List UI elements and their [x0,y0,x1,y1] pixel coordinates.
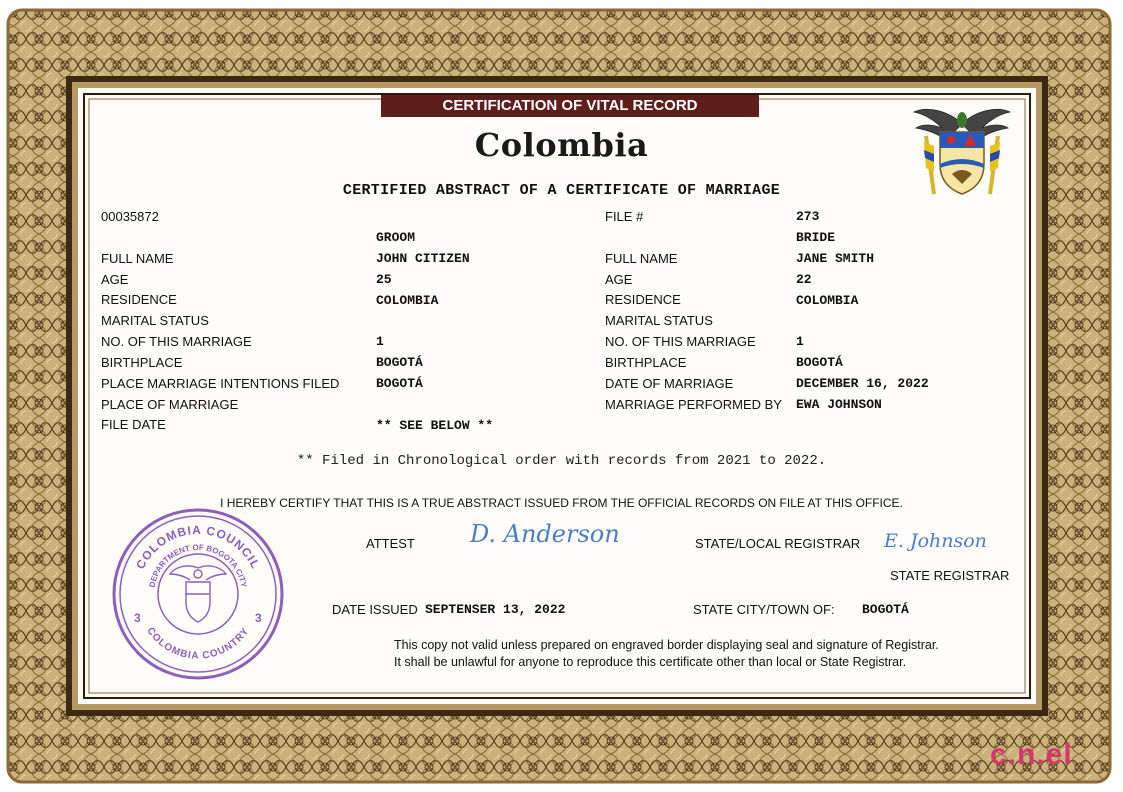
date-issued-label: DATE ISSUED [332,602,418,617]
groom-field-value: JOHN CITIZEN [376,251,470,266]
groom-field-label: AGE [101,272,129,287]
certification-statement: I HEREBY CERTIFY THAT THIS IS A TRUE ABSTRACT ISSUED FROM THE OFFICIAL RECORDS ON FILE AT THIS OFFICE. [220,496,903,510]
bride-field-label: FULL NAME [605,251,678,266]
bride-field-value: COLOMBIA [796,293,859,308]
groom-field-label: FULL NAME [101,251,174,266]
bride-field-label: MARRIAGE PERFORMED BY [605,397,782,412]
bride-field-label: MARITAL STATUS [605,313,713,328]
bride-field-label: NO. OF THIS MARRIAGE [605,334,756,349]
file-number-label: FILE # [605,209,644,224]
bride-field-label: DATE OF MARRIAGE [605,376,734,391]
official-seal [110,506,286,682]
bride-field-value: JANE SMITH [796,251,875,266]
bride-field-value: EWA JOHNSON [796,397,882,412]
groom-field-label: FILE DATE [101,417,166,432]
seal-eagle-icon [170,566,226,622]
bride-field-label: BIRTHPLACE [605,355,687,370]
watermark-logo: c.n.el [990,738,1073,771]
bride-field-value: 1 [796,334,804,349]
bride-field-value: 22 [796,272,812,287]
seal-number-right: 3 [255,611,262,625]
groom-field-value: BOGOTÁ [376,376,423,391]
seal-top-text: COLOMBIA COUNCIL [133,522,263,572]
chronology-note: ** Filed in Chronological order with records from 2021 to 2022. [296,453,827,469]
certificate-title: CERTIFIED ABSTRACT OF A CERTIFICATE OF MARRIAGE [342,182,781,199]
groom-field-value: COLOMBIA [376,293,439,308]
attest-signature: D. Anderson [470,520,620,548]
registrar-signature: E. Johnson [884,530,987,552]
registrar-label: STATE/LOCAL REGISTRAR [695,536,861,551]
groom-field-label: BIRTHPLACE [101,355,183,370]
attest-label: ATTEST [366,536,415,551]
groom-field-value: 1 [376,334,384,349]
bride-field-value: DECEMBER 16, 2022 [796,376,929,391]
bride-heading: BRIDE [796,230,836,245]
groom-field-value: 25 [376,272,392,287]
bride-field-label: RESIDENCE [605,292,681,307]
seal-bottom-text: COLOMBIA COUNTRY [144,625,252,662]
colombia-coat-of-arms-icon [912,102,1012,202]
seal-number-left: 3 [134,611,141,625]
groom-field-label: MARITAL STATUS [101,313,209,328]
city-label: STATE CITY/TOWN OF: [693,602,835,617]
country-title: Colombia [474,126,649,164]
file-number-value: 273 [796,209,820,224]
svg-text:COLOMBIA COUNTRY [144,626,251,662]
disclaimer-line: This copy not valid unless prepared on engraved border displaying seal and signature of Registrar. [394,638,939,652]
groom-field-label: PLACE OF MARRIAGE [101,397,239,412]
state-registrar-label: STATE REGISTRAR [890,568,1010,583]
groom-field-value: ** SEE BELOW ** [376,418,494,433]
groom-field-label: RESIDENCE [101,292,177,307]
city-value: BOGOTÁ [862,602,909,617]
groom-field-value: BOGOTÁ [376,355,423,370]
groom-heading: GROOM [376,230,416,245]
bride-field-label: AGE [605,272,633,287]
bride-field-value: BOGOTÁ [796,355,843,370]
vital-record-banner: CERTIFICATION OF VITAL RECORD [381,95,759,117]
groom-field-label: PLACE MARRIAGE INTENTIONS FILED [101,376,340,391]
groom-field-label: NO. OF THIS MARRIAGE [101,334,252,349]
record-number: 00035872 [101,209,159,224]
disclaimer-line: It shall be unlawful for anyone to reproduce this certificate other than local or State Registrar. [394,655,907,669]
date-issued-value: SEPTENSER 13, 2022 [425,602,566,617]
seal-inner-text: DEPARTMENT OF BOGOTA CITY [147,542,249,589]
